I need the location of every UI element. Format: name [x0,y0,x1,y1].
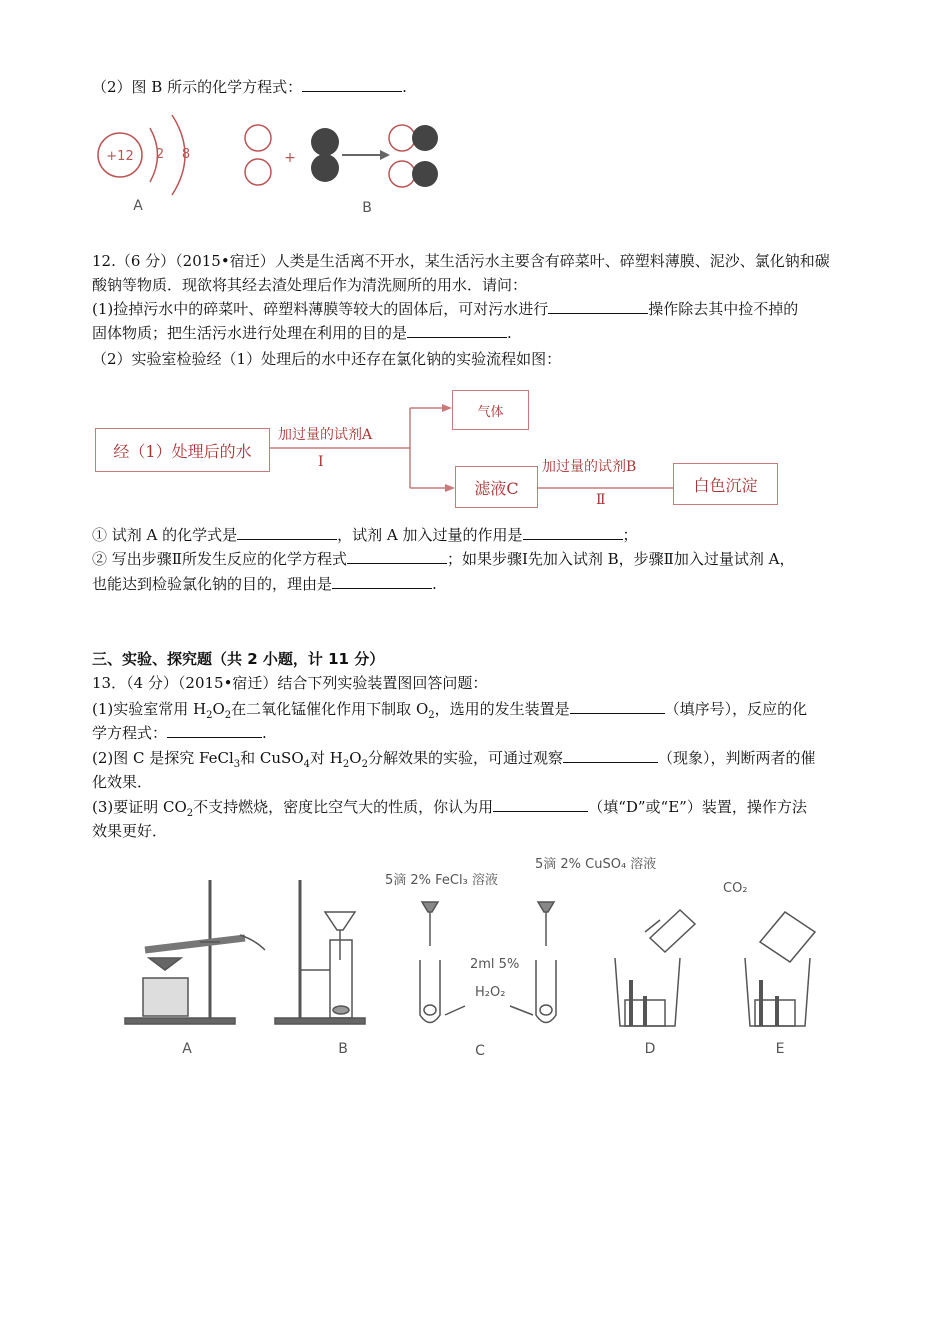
apparatus-b [275,880,365,1024]
apparatus-label-c: C [475,1043,485,1059]
answer-blank[interactable] [563,747,658,763]
answer-blank[interactable] [548,298,648,314]
q12-line5: （2）实验室检验经（1）处理后的水中还存在氯化钠的实验流程如图： [92,350,562,368]
apparatus-label-e: E [775,1041,785,1057]
reagent-a-label: 加过量的试剂A [278,427,373,443]
section3-title: 三、实验、探究题（共 2 小题，计 11 分） [92,650,385,668]
step1-label: Ⅰ [318,454,324,470]
answer-blank[interactable] [523,524,623,540]
apparatus-a [125,880,265,1024]
co2-label: CO₂ [723,881,748,896]
h2o2-label: H₂O₂ [475,985,506,1000]
apparatus-figure [115,850,870,1060]
q13-line2: (1)实验室常用 $H_2O_2$在二氧化锰催化作用下制取 $O_2$，选用的发生装置是 （填序号），反应的化 [92,700,808,721]
reagent-b-label: 加过量的试剂B [542,459,637,475]
step2-label: Ⅱ [596,492,606,508]
q12-sub1: ① 试剂 A 的化学式是 ，试剂 A 加入过量的作用是 ； [92,526,638,544]
answer-blank[interactable] [302,76,402,92]
answer-blank[interactable] [347,548,447,564]
h2o2-amount: 2ml 5% [470,957,520,972]
answer-blank[interactable] [493,796,588,812]
shell1-count: 2 [155,147,165,162]
q13-line6: (3)要证明 $CO_2$不支持燃烧，密度比空气大的性质，你认为用 （填“D”或“E”）装置，操作方法 [92,798,807,819]
q13-line4: (2)图 C 是探究 FeCl$_3$和 CuSO$_4$对 $H_2O_2$分解效果的实验，可通过观察 （现象），判断两者的催 [92,749,816,770]
answer-blank[interactable] [237,524,337,540]
apparatus-d [615,910,695,1026]
q13-line5: 化效果． [92,773,153,791]
cuso4-label: 5滴 2% CuSO₄ 溶液 [535,857,657,872]
q12-line1: 12.（6 分）（2015•宿迁）人类是生活离不开水，某生活污水主要含有碎菜叶、碎塑料薄膜、泥沙、氯化钠和碳 [92,252,830,270]
q12-line2: 酸钠等物质．现欲将其经去渣处理后作为清洗厕所的用水．请问： [92,276,528,294]
answer-blank[interactable] [167,722,262,738]
q13-line3: 学方程式： . [92,724,267,742]
q13-line7: 效果更好． [92,822,168,840]
apparatus-e [745,912,815,1026]
q12-sub2: ② 写出步骤Ⅱ所发生反应的化学方程式 ；如果步骤Ⅰ先加入试剂 B，步骤Ⅱ加入过量试剂 A， [92,550,795,568]
q12-line3: (1)捡掉污水中的碎菜叶、碎塑料薄膜等较大的固体后，可对污水进行 操作除去其中捡不掉的 [92,300,799,318]
apparatus-label-b: B [338,1041,348,1057]
atom-structure-figure [80,100,460,220]
apparatus-label-d: D [644,1041,656,1057]
q12-line4: 固体物质；把生活污水进行处理在利用的目的是 . [92,324,512,342]
flow-start-box: 经（1）处理后的水 [95,428,270,472]
fecl3-label: 5滴 2% FeCl₃ 溶液 [385,873,498,888]
apparatus-label-a: A [182,1041,192,1057]
q12-sub3: 也能达到检验氯化钠的目的，理由是 . [92,575,437,593]
q11-part2: （2）图 B 所示的化学方程式： . [92,78,407,96]
fig-label-a: A [133,198,143,214]
answer-blank[interactable] [407,322,507,338]
filtrate-box: 滤液C [455,466,538,508]
fig-label-b: B [362,200,372,216]
nucleus-label: +12 [106,149,134,164]
q13-line1: 13．（4 分）（2015•宿迁）结合下列实验装置图回答问题： [92,674,488,692]
answer-blank[interactable] [570,698,665,714]
shell2-count: 8 [181,147,191,162]
plus-sign: + [284,150,296,166]
gas-box: 气体 [452,390,529,430]
precipitate-box: 白色沉淀 [673,463,778,505]
answer-blank[interactable] [332,573,432,589]
